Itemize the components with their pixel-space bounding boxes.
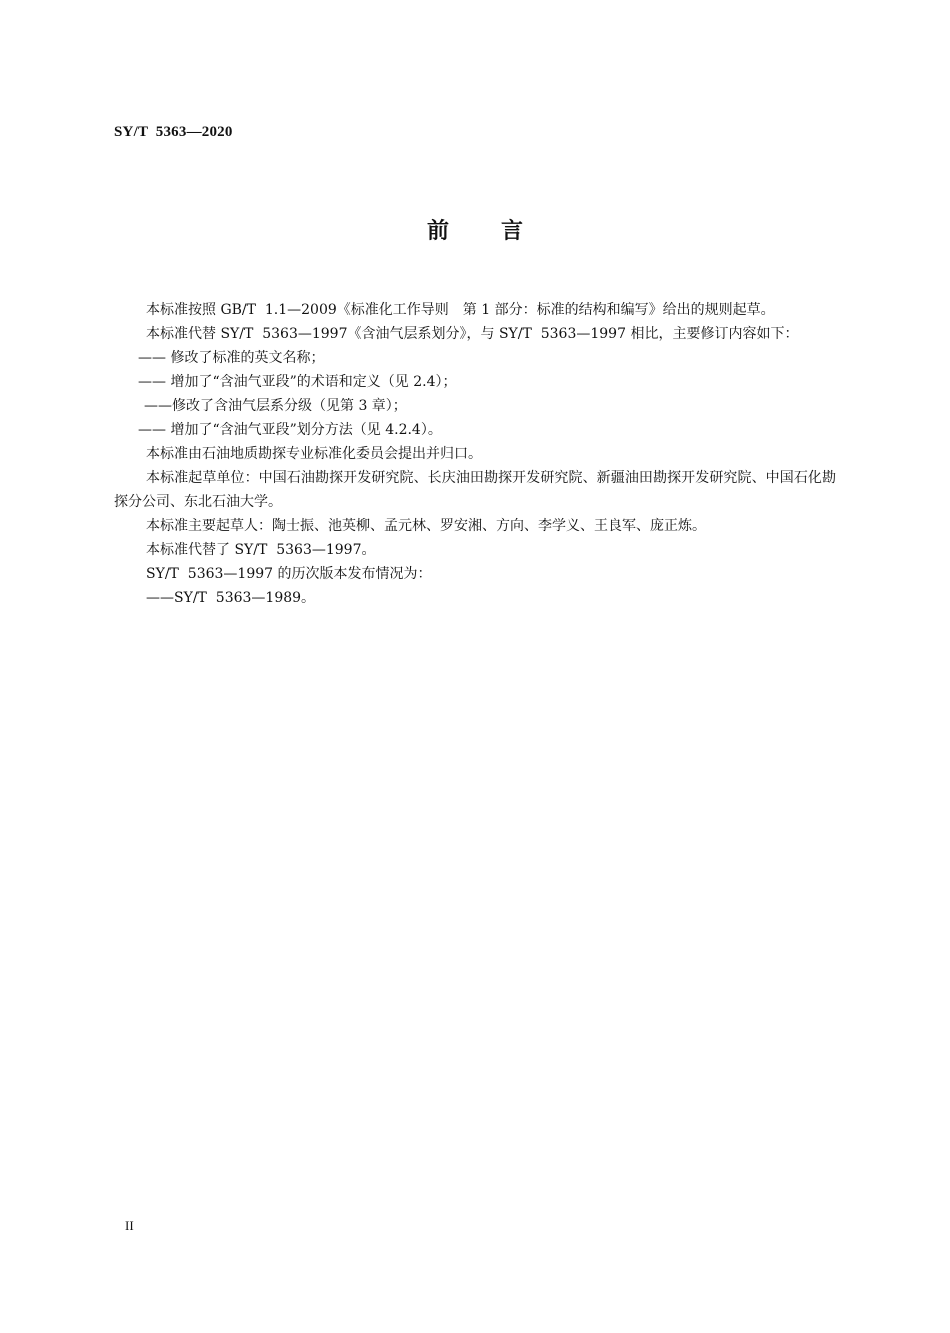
paragraph-superseded: 本标准代替了 SY/T 5363—1997。 [146,542,376,558]
paragraph-drafting-rules: 本标准按照 GB/T 1.1—2009《标准化工作导则 第 1 部分：标准的结构和编写》给出的规则起草。 [146,302,775,318]
revision-item-term-definition: —— 增加了“含油气亚段”的术语和定义（见 2.4）； [138,374,457,390]
edition-history-item: ——SY/T 5363—1989。 [146,590,316,606]
paragraph-proposed-by: 本标准由石油地质勘探专业标准化委员会提出并归口。 [146,446,482,462]
page-number: II [125,1218,134,1233]
paragraph-edition-history: SY/T 5363—1997 的历次版本发布情况为： [146,566,432,582]
page-title: 前言 [426,219,575,244]
revision-item-english-name: —— 修改了标准的英文名称； [138,350,325,366]
foreword-body [114,298,836,610]
paragraph-main-drafters: 本标准主要起草人：陶士振、池英柳、孟元林、罗安湘、方向、李学义、王良军、庞正炼。 [146,518,706,534]
paragraph-replaces-standard: 本标准代替 SY/T 5363—1997《含油气层系划分》，与 SY/T 5363—1997 相比，主要修订内容如下： [146,326,799,342]
revision-item-division-method: —— 增加了“含油气亚段”划分方法（见 4.2.4）。 [138,422,442,438]
paragraph-drafting-units: 本标准起草单位：中国石油勘探开发研究院、长庆油田勘探开发研究院、新疆油田勘探开发研究院、中国石化勘探分公司、东北石油大学。 [114,470,836,510]
revision-item-classification: ——修改了含油气层系分级（见第 3 章）； [144,398,407,414]
standard-code-header: SY/T 5363—2020 [114,124,233,140]
